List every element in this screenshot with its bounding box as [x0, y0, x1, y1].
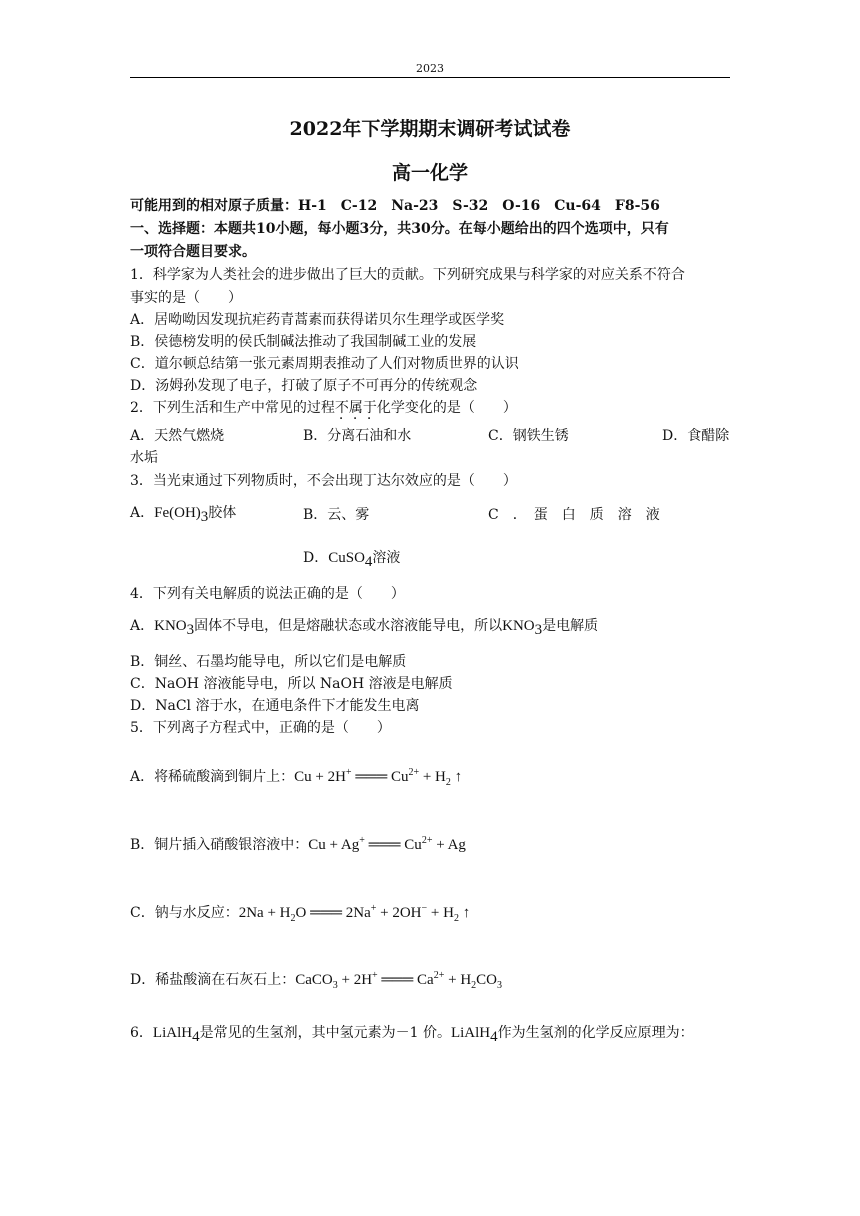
exam-title: 2022年下学期期末调研考试试卷: [289, 118, 571, 140]
q6-formula-1: LiAlH: [152, 1025, 193, 1041]
q5-c-equation: $2Na + H_2O$ ═══ $2Na^+ + 2OH^- + H_2$ ↑: [238, 903, 471, 924]
q4-a-end: 是电解质: [542, 618, 599, 634]
q2-stem-post: 化学变化的是（ ）: [376, 400, 517, 416]
q6-stem: [130, 1023, 694, 1047]
q3-a-sub: 3: [200, 508, 209, 525]
q2-option-d: D．食醋除: [662, 428, 730, 444]
atomic-masses: 可能用到的相对原子质量：H-1 C-12 Na-23 S-32 O-16 Cu-64 F8-56: [130, 198, 660, 214]
q5-d-equation: CaCO$_3$ + 2H+ ═══ $Ca^{2+} + H_2CO_3$: [295, 970, 502, 991]
section1-instructions: 一、选择题：本题共10小题，每小题3分，共30分。在每小题给出的四个选项中，只有: [130, 221, 669, 237]
q3-a-label: A．: [130, 505, 155, 521]
q1-stem: 1．科学家为人类社会的进步做出了巨大的贡献。下列研究成果与科学家的对应关系不符合: [130, 267, 685, 283]
section1-instructions-cont: 一项符合题目要求。: [130, 244, 256, 260]
q4-a-sub-2: 3: [534, 621, 543, 638]
q2-stem-pre: 2．下列生活和生产中常见的过程: [130, 400, 335, 416]
q4-stem: 4．下列有关电解质的说法正确的是（ ）: [130, 586, 405, 602]
q4-option-d: D．NaCl 溶于水，在通电条件下才能发生电离: [130, 698, 420, 714]
q3-option-c: C ． 蛋 白 质 溶 液: [488, 507, 660, 523]
q3-option-b: B．云、雾: [303, 507, 370, 523]
q5-stem: 5．下列离子方程式中，正确的是（ ）: [130, 720, 391, 736]
q1-option-c: C．道尔顿总结第一张元素周期表推动了人们对物质世界的认识: [130, 356, 519, 372]
q1-option-a: A．居呦呦因发现抗疟药青蒿素而获得诺贝尔生理学或医学奖: [130, 312, 505, 328]
q2-emphasis-1: 不: [334, 400, 349, 416]
q2-emphasis-2: 属: [348, 400, 363, 416]
q3-d-text: 溶液: [372, 550, 401, 566]
q4-option-c: C．NaOH 溶液能导电，所以 NaOH 溶液是电解质: [130, 676, 453, 692]
q2-option-a: A．天然气燃烧: [130, 428, 225, 444]
q2-option-c: C．钢铁生锈: [488, 428, 569, 444]
q5-b-text: B．铜片插入硝酸银溶液中：: [130, 837, 309, 853]
q3-d-label: D．: [303, 550, 329, 566]
q2-option-d-cont: 水垢: [130, 450, 158, 466]
q5-option-b: [130, 831, 466, 855]
q5-option-d: [130, 966, 502, 996]
q3-option-d: [303, 548, 400, 572]
q3-a-text: 胶体: [208, 505, 237, 521]
q5-a-equation: Cu + 2H+ ═══ $Cu^{2+} + H_2$ ↑: [294, 767, 463, 788]
q1-option-d: D．汤姆孙发现了电子，打破了原子不可再分的传统观念: [130, 378, 478, 394]
q5-d-text: D．稀盐酸滴在石灰石上：: [130, 972, 296, 988]
q6-mid: 是常见的生氢剂，其中氢元素为－1 价。: [199, 1025, 451, 1041]
q4-a-sub-1: 3: [186, 621, 195, 638]
q5-a-text: A．将稀硫酸滴到铜片上：: [130, 769, 295, 785]
q6-end: 作为生氢剂的化学反应原理为：: [497, 1025, 694, 1041]
q2-emphasis-3: 于: [362, 400, 377, 416]
q3-stem: 3．当光束通过下列物质时，不会出现丁达尔效应的是（ ）: [130, 473, 517, 489]
q6-sub-1: 4: [192, 1028, 200, 1045]
q6-pre: 6．: [130, 1025, 153, 1041]
q4-a-label: A．: [130, 618, 155, 634]
q5-option-c: [130, 899, 470, 929]
q5-option-a: [130, 763, 462, 793]
q6-formula-2: LiAlH: [450, 1025, 491, 1041]
q4-option-b: B．铜丝、石墨均能导电，所以它们是电解质: [130, 654, 407, 670]
header-rule: [130, 77, 730, 78]
q4-option-a: [130, 616, 598, 640]
q4-a-mid: 固体不导电，但是熔融状态或水溶液能导电，所以: [194, 618, 503, 634]
q5-c-text: C．钠与水反应：: [130, 905, 239, 921]
q6-sub-2: 4: [490, 1028, 498, 1045]
page-header: 2023: [416, 62, 444, 75]
q2-stem: [130, 398, 517, 418]
q5-b-equation: Cu + Ag+ ═══ $Cu^{2+} + Ag$: [308, 835, 466, 853]
q3-d-formula: CuSO: [328, 550, 365, 566]
q1-stem-cont: 事实的是（ ）: [130, 290, 242, 306]
q3-option-a: [130, 503, 236, 527]
q4-a-formula-2: KNO: [502, 618, 535, 634]
exam-subject: 高一化学: [391, 162, 468, 184]
q1-option-b: B．侯德榜发明的侯氏制碱法推动了我国制碱工业的发展: [130, 334, 477, 350]
q3-d-sub: 4: [364, 553, 373, 570]
q2-option-b: B．分离石油和水: [303, 428, 412, 444]
q3-a-formula: Fe(OH): [154, 505, 201, 521]
q4-a-formula-1: KNO: [154, 618, 187, 634]
